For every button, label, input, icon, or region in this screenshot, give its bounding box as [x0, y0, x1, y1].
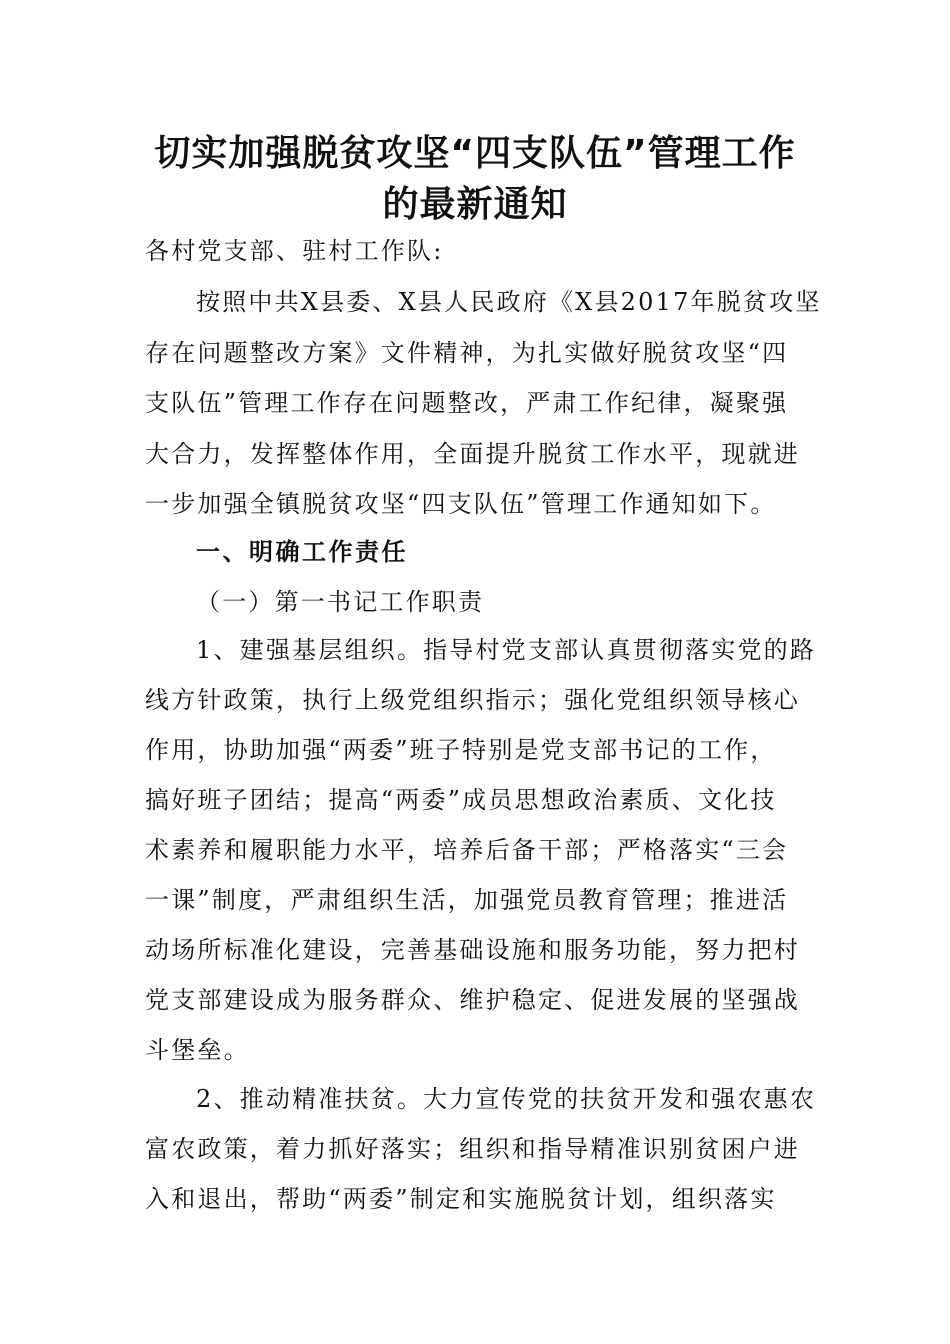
- item1-line-9: 斗堡垒。: [145, 1036, 250, 1064]
- intro-line-2: 存在问题整改方案》文件精神，为扎实做好脱贫攻坚“四: [145, 339, 789, 367]
- item1-line-3: 作用，协助加强“两委”班子特别是党支部书记的工作，: [145, 736, 777, 764]
- item2-line-2: 富农政策，着力抓好落实；组织和指导精准识别贫困户进: [145, 1135, 800, 1163]
- item2-line-3: 入和退出，帮助“两委”制定和实施脱贫计划，组织落实: [145, 1185, 777, 1213]
- item1-line-1: 1、建强基层组织。指导村党支部认真贯彻落实党的路: [196, 636, 817, 664]
- item1-line-7: 动场所标准化建设，完善基础设施和服务功能，努力把村: [145, 936, 800, 964]
- intro-line-4: 大合力，发挥整体作用，全面提升脱贫工作水平，现就进: [145, 440, 800, 468]
- item1-line-6: 一课”制度，严肃组织生活，加强党员教育管理；推进活: [145, 886, 789, 914]
- intro-line-5: 一步加强全镇脱贫攻坚“四支队伍”管理工作通知如下。: [145, 490, 777, 518]
- item1-line-5: 术素养和履职能力水平，培养后备干部；严格落实“三会: [145, 836, 789, 864]
- subsection-heading: （一）第一书记工作职责: [196, 588, 485, 616]
- salutation: 各村党支部、驻村工作队:: [145, 237, 444, 265]
- section-heading: 一、明确工作责任: [196, 538, 408, 566]
- intro-line-3: 支队伍”管理工作存在问题整改，严肃工作纪律，凝聚强: [145, 389, 789, 417]
- item1-line-2: 线方针政策，执行上级党组织指示；强化党组织领导核心: [145, 686, 800, 714]
- item1-line-4: 搞好班子团结；提高“两委”成员思想政治素质、文化技: [145, 786, 777, 814]
- item2-line-1: 2、推动精准扶贫。大力宣传党的扶贫开发和强农惠农: [196, 1085, 817, 1113]
- document-title-line-1: 切实加强脱贫攻坚“四支队伍”管理工作: [154, 133, 796, 174]
- document-title-line-2: 的最新通知: [382, 184, 568, 225]
- intro-line-1: 按照中共X县委、X县人民政府《X县2017年脱贫攻坚: [196, 288, 822, 316]
- item1-line-8: 党支部建设成为服务群众、维护稳定、促进发展的坚强战: [145, 986, 800, 1014]
